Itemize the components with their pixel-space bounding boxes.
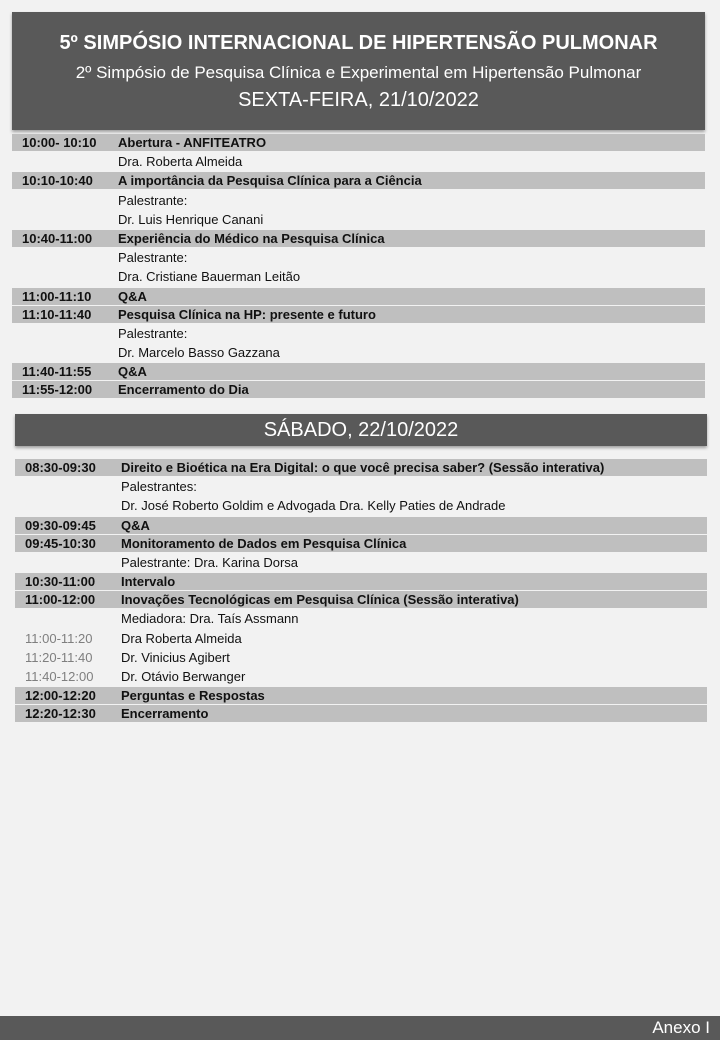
schedule-row [12, 191, 705, 210]
schedule-row [12, 381, 705, 398]
schedule-row [15, 573, 707, 590]
schedule-row [12, 134, 705, 151]
row-time: 11:55-12:00 [22, 382, 93, 398]
schedule-row [15, 535, 707, 552]
row-title: Palestrante: [118, 250, 188, 266]
schedule-row [12, 230, 705, 247]
symposium-subtitle: 2º Simpósio de Pesquisa Clínica e Experimental em Hipertensão Pulmonar [75, 63, 642, 82]
row-title: Mediadora: Dra. Taís Assmann [121, 611, 299, 627]
row-time: 11:00-11:10 [22, 288, 92, 304]
symposium-title: 5º SIMPÓSIO INTERNACIONAL DE HIPERTENSÃO PULMONAR [59, 32, 658, 54]
saturday-schedule [15, 458, 707, 723]
row-title: Dr. Vinicius Agibert [121, 649, 230, 665]
row-title: Experiência do Médico na Pesquisa Clínica [118, 231, 385, 247]
schedule-row [12, 288, 705, 305]
schedule-row [15, 648, 707, 667]
footer-bar [0, 1016, 720, 1040]
schedule-row [12, 306, 705, 323]
row-title: Palestrante: [118, 192, 188, 208]
row-time: 10:00- 10:10 [22, 135, 97, 151]
row-time: 11:10-11:40 [22, 306, 92, 322]
schedule-row [15, 609, 707, 628]
row-title: A importância da Pesquisa Clínica para a Ciência [118, 173, 422, 189]
row-title: Palestrante: Dra. Karina Dorsa [121, 554, 299, 570]
row-time: 12:00-12:20 [25, 688, 96, 704]
schedule-row [12, 248, 705, 267]
row-time: 11:00-12:00 [25, 592, 96, 608]
row-time: 10:10-10:40 [22, 173, 93, 189]
row-title: Pesquisa Clínica na HP: presente e futuro [118, 306, 376, 322]
friday-schedule [12, 133, 705, 399]
row-time: 09:30-09:45 [25, 517, 96, 533]
row-time: 12:20-12:30 [25, 706, 96, 722]
row-time: 10:30-11:00 [25, 574, 96, 590]
row-time: 11:40-11:55 [22, 364, 92, 380]
saturday-date-band: SÁBADO, 22/10/2022 [15, 414, 707, 446]
row-title: Palestrantes: [121, 479, 197, 495]
schedule-row [12, 152, 705, 171]
row-title: Inovações Tecnológicas em Pesquisa Clínica (Sessão interativa) [121, 592, 519, 608]
row-title: Encerramento [121, 706, 209, 722]
row-title: Dra. Cristiane Bauerman Leitão [118, 269, 301, 285]
schedule-row [15, 705, 707, 722]
schedule-row [15, 496, 707, 515]
schedule-row [15, 477, 707, 496]
friday-date: SEXTA-FEIRA, 21/10/2022 [238, 89, 479, 111]
row-title: Encerramento do Dia [118, 382, 249, 398]
row-time: 11:40-12:00 [25, 668, 94, 684]
row-time: 11:20-11:40 [25, 649, 93, 665]
schedule-row [15, 517, 707, 534]
annex-label: Anexo I [652, 1018, 710, 1037]
row-title: Dr. Marcelo Basso Gazzana [118, 344, 280, 360]
row-time: 11:00-11:20 [25, 630, 93, 646]
schedule-row [12, 267, 705, 286]
schedule-row [15, 553, 707, 572]
schedule-row [15, 629, 707, 648]
row-title: Q&A [118, 288, 147, 304]
schedule-row [12, 324, 705, 343]
schedule-row [12, 363, 705, 380]
row-title: Dra. Roberta Almeida [118, 154, 243, 170]
schedule-row [12, 172, 705, 189]
row-title: Dr. José Roberto Goldim e Advogada Dra. Kelly Paties de Andrade [121, 498, 506, 514]
row-title: Palestrante: [118, 325, 188, 341]
row-time: 09:45-10:30 [25, 535, 96, 551]
row-title: Perguntas e Respostas [121, 688, 265, 704]
row-title: Direito e Bioética na Era Digital: o que você precisa saber? (Sessão interativa) [121, 460, 605, 476]
schedule-row [12, 343, 705, 362]
row-title: Intervalo [121, 574, 176, 590]
schedule-row [15, 591, 707, 608]
row-title: Monitoramento de Dados em Pesquisa Clínica [121, 535, 407, 551]
schedule-row [12, 210, 705, 229]
header-banner [12, 12, 705, 130]
schedule-row [15, 687, 707, 704]
row-title: Q&A [121, 517, 150, 533]
row-title: Dra Roberta Almeida [121, 630, 242, 646]
row-time: 08:30-09:30 [25, 460, 96, 476]
row-title: Dr. Otávio Berwanger [121, 668, 246, 684]
schedule-row [15, 667, 707, 686]
schedule-row [15, 459, 707, 476]
row-title: Dr. Luis Henrique Canani [118, 211, 264, 227]
row-time: 10:40-11:00 [22, 231, 93, 247]
row-title: Abertura - ANFITEATRO [118, 135, 267, 151]
row-title: Q&A [118, 364, 147, 380]
